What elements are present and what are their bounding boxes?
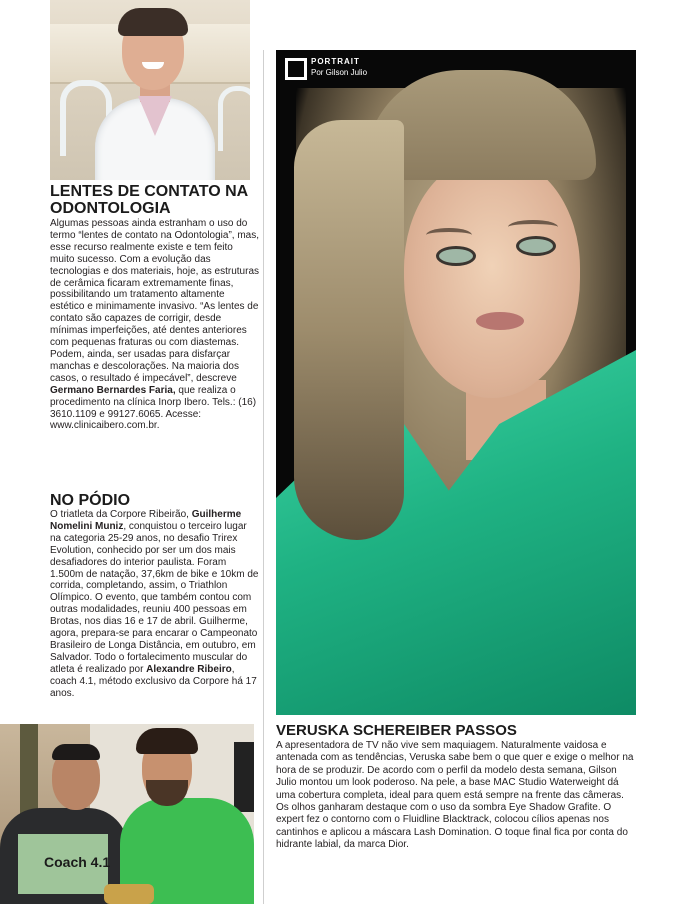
lentes-text-1: Algumas pessoas ainda estranham o uso do termo “lentes de contato na Odontologia”, mas, esse recurso realmente existe e tem feito muito sucesso. Com a evolução das tecnologias e dos materiais, hoje, as estruturas de cerâmica ficaram extremamente finas, possibilitando um tratamento altamente estético e minimamente invasivo. “As lentes de contato são capazes de corrigir, desde mínimas imperfeições, até dentes anteriores com pequenas fraturas ou com diastemas. Podem, ainda, ser usadas para disfarçar manchas e descolorações. Na maioria dos casos, o resultado é impecável”, descreve xyxy=(50,218,260,384)
podio-coach-name: Alexandre Ribeiro xyxy=(146,663,232,675)
portrait-lips xyxy=(476,312,524,330)
podio-text-1: O triatleta da Corpore Ribeirão, xyxy=(50,509,192,520)
portrait-label: PORTRAIT xyxy=(311,57,360,66)
hair-shape xyxy=(118,8,188,36)
podio-text-3: , coach 4.1, método exclusivo da Corpore há 17 anos. xyxy=(50,663,257,699)
coach-hair xyxy=(52,744,100,760)
portrait-photo xyxy=(276,50,636,715)
dental-chair-shape-right xyxy=(218,86,250,151)
trophy-shape xyxy=(104,884,154,904)
trophy-photo xyxy=(0,724,254,904)
podio-heading: NO PÓDIO xyxy=(50,492,131,509)
podio-text-2: , conquistou o terceiro lugar na categoria 25-29 anos, no desafio Trirex Evolution, conhecido por ser um dos mais desafiadores do interior paulista. Foram 1.500m de natação, 37,6km de bike e 10km de corrida, completando, assim, o Triathlon Olímpico. O evento, que também contou com outras modalidades, reuniu 400 pessoas em Brotas, nos dias 16 e 17 de abril. Guilherme, agora, prepara-se para encarar o Campeonato Brasileiro de Longa Distância, em outubro, em Salvador. Todo o fortalecimento muscular do atleta é realizado por xyxy=(50,520,259,675)
lentes-text-2: que realiza o procedimento na clínica Inorp Ibero. Tels.: (16) 3610.1109 e 99127.6065. Acesse: www.clinicaibero.com.br. xyxy=(50,384,257,432)
veruska-body: A apresentadora de TV não vive sem maquiagem. Naturalmente vaidosa e antenada com as tendências, Veruska sabe bem o que quer e exige o melhor na hora de se produzir. De acordo com o perfil da modelo desta semana, Gilson Julio montou um look poderoso. Na pele, a base MAC Studio Waterweight dá uma cobertura completa, ideal para quem está sempre na frente das câmeras. Os olhos ganharam destaque com o uso da sombra Eye Shadow Grafite. O expert fez o contorno com o Fluidline Blacktrack, colocou cílios apenas nos cantinhos e aplicou a máscara Lash Domination. O toque final fica por conta do hidrante labial, da marca Dior. xyxy=(276,740,634,851)
lentes-body xyxy=(50,218,260,432)
portrait-credit: Por Gilson Julio xyxy=(311,68,368,77)
portrait-square-icon xyxy=(285,58,307,80)
portrait-brow-right xyxy=(508,220,558,234)
dentist-photo xyxy=(50,0,250,180)
smile-shape xyxy=(142,62,164,69)
lentes-heading: LENTES DE CONTATO NA ODONTOLOGIA xyxy=(50,183,248,217)
coach-shirt-logo: Coach 4.1 xyxy=(44,854,111,870)
portrait-eye-right xyxy=(516,236,556,256)
portrait-face xyxy=(404,158,580,398)
athlete-hair xyxy=(136,728,198,754)
portrait-eye-left xyxy=(436,246,476,266)
portrait-brow-left xyxy=(426,228,472,242)
podio-athlete-name: Guilherme Nomelini Muniz xyxy=(50,509,242,532)
photo-tv xyxy=(234,742,254,812)
veruska-heading: VERUSKA SCHEREIBER PASSOS xyxy=(276,722,517,739)
column-divider xyxy=(263,50,264,904)
podio-body xyxy=(50,509,260,700)
portrait-hair-front xyxy=(294,120,404,540)
lentes-person-name: Germano Bernardes Faria, xyxy=(50,384,176,396)
